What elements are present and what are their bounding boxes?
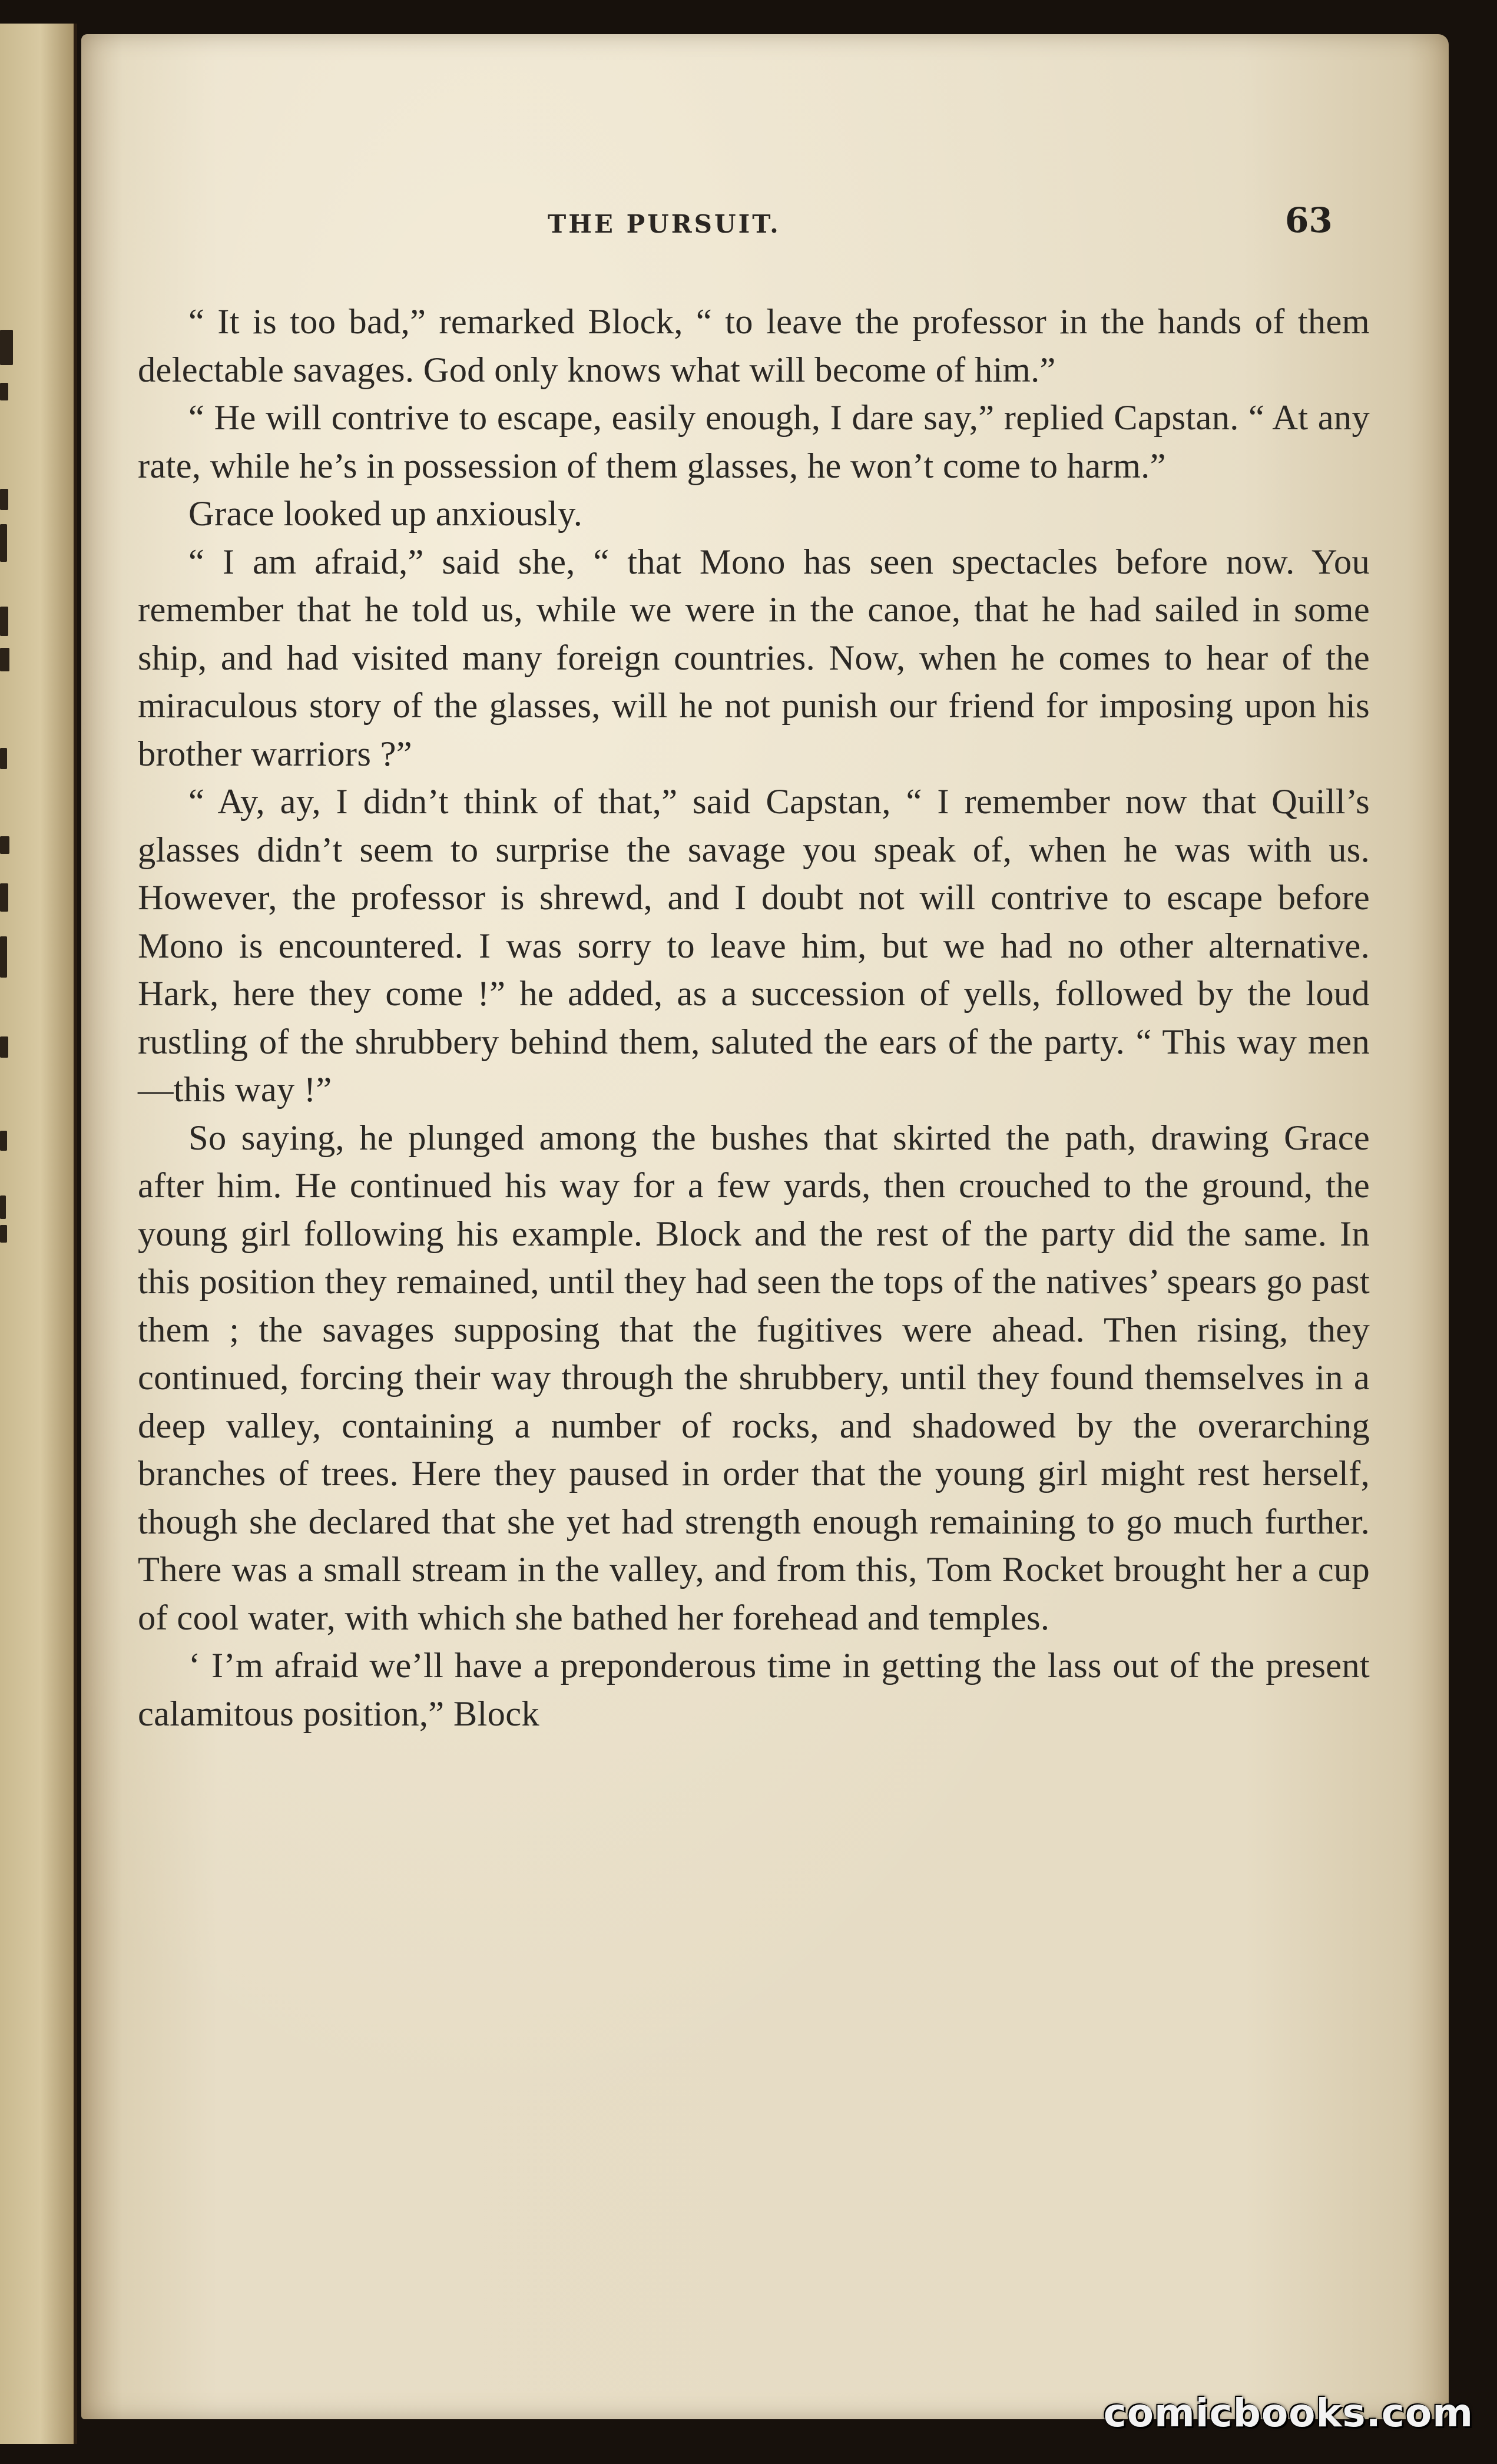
site-watermark: comicbooks.com (1103, 2390, 1473, 2436)
running-head: THE PURSUIT. (548, 210, 781, 239)
paragraph: “ I am afraid,” said she, “ that Mono has seen spectacles before now. You remember that he told us, while we were in the canoe, that he had sailed in some ship, and had visited many foreign countries. Now, when he comes to hear of the miraculous story of the glasses, will he not punish our friend for imposing upon his brother warriors ?” (138, 542, 1370, 774)
page-number: 63 (1285, 200, 1333, 240)
facing-page-glyph (0, 330, 13, 365)
facing-page-glyph (0, 489, 8, 510)
facing-page-edge (0, 24, 77, 2444)
facing-page-glyph (0, 648, 9, 671)
facing-page-glyph (0, 524, 7, 562)
facing-page-glyph (0, 748, 7, 769)
paragraph: ‘ I’m afraid we’ll have a preponderous time in getting the lass out of the present calamitous position,” Block (138, 1646, 1370, 1734)
facing-page-glyph (0, 1195, 6, 1219)
paragraph: “ Ay, ay, I didn’t think of that,” said Capstan, “ I remember now that Quill’s glasses didn’t seem to surprise the savage you speak of, when he was with us. However, the professor is shrewd, and I doubt not will contrive to escape before Mono is encountered. I was sorry to leave him, but we had no other alternative. Hark, here they come !” he added, as a succession of yells, followed by the loud rustling of the shrubbery behind them, saluted the ears of the party. “ This way men—this way !” (138, 782, 1370, 1110)
paragraph: So saying, he plunged among the bushes that skirted the path, drawing Grace after him. He continued his way for a few yards, then crouched to the ground, the young girl following his example. Block and the rest of the party did the same. In this position they remained, until they had seen the tops of the natives’ spears go past them ; the savages supposing that the fugitives were ahead. Then rising, they continued, forcing their way through the shrubbery, until they found themselves in a deep valley, containing a number of rocks, and shadowed by the overarching branches of trees. Here they paused in order that the young girl might rest herself, though she declared that she yet had strength enough remaining to go much further. There was a small stream in the valley, and from this, Tom Rocket brought her a cup of cool water, with which she bathed her forehead and temples. (138, 1118, 1370, 1638)
body-text (138, 298, 1370, 1738)
facing-page-glyph (0, 936, 7, 978)
paragraph: Grace looked up anxiously. (188, 494, 583, 534)
facing-page-glyph (0, 607, 8, 636)
facing-page-glyph (0, 883, 8, 912)
facing-page-glyph (0, 1225, 7, 1243)
facing-page-glyph (0, 1131, 7, 1151)
facing-page-glyph (0, 1036, 8, 1058)
book-page (81, 34, 1449, 2419)
paragraph: “ He will contrive to escape, easily enough, I dare say,” replied Capstan. “ At any rate, while he’s in possession of them glasses, he won’t come to harm.” (138, 398, 1370, 486)
facing-page-glyph (0, 383, 8, 400)
facing-page-glyph (0, 836, 9, 854)
paragraph: “ It is too bad,” remarked Block, “ to leave the professor in the hands of them delectable savages. God only knows what will become of him.” (138, 302, 1370, 390)
